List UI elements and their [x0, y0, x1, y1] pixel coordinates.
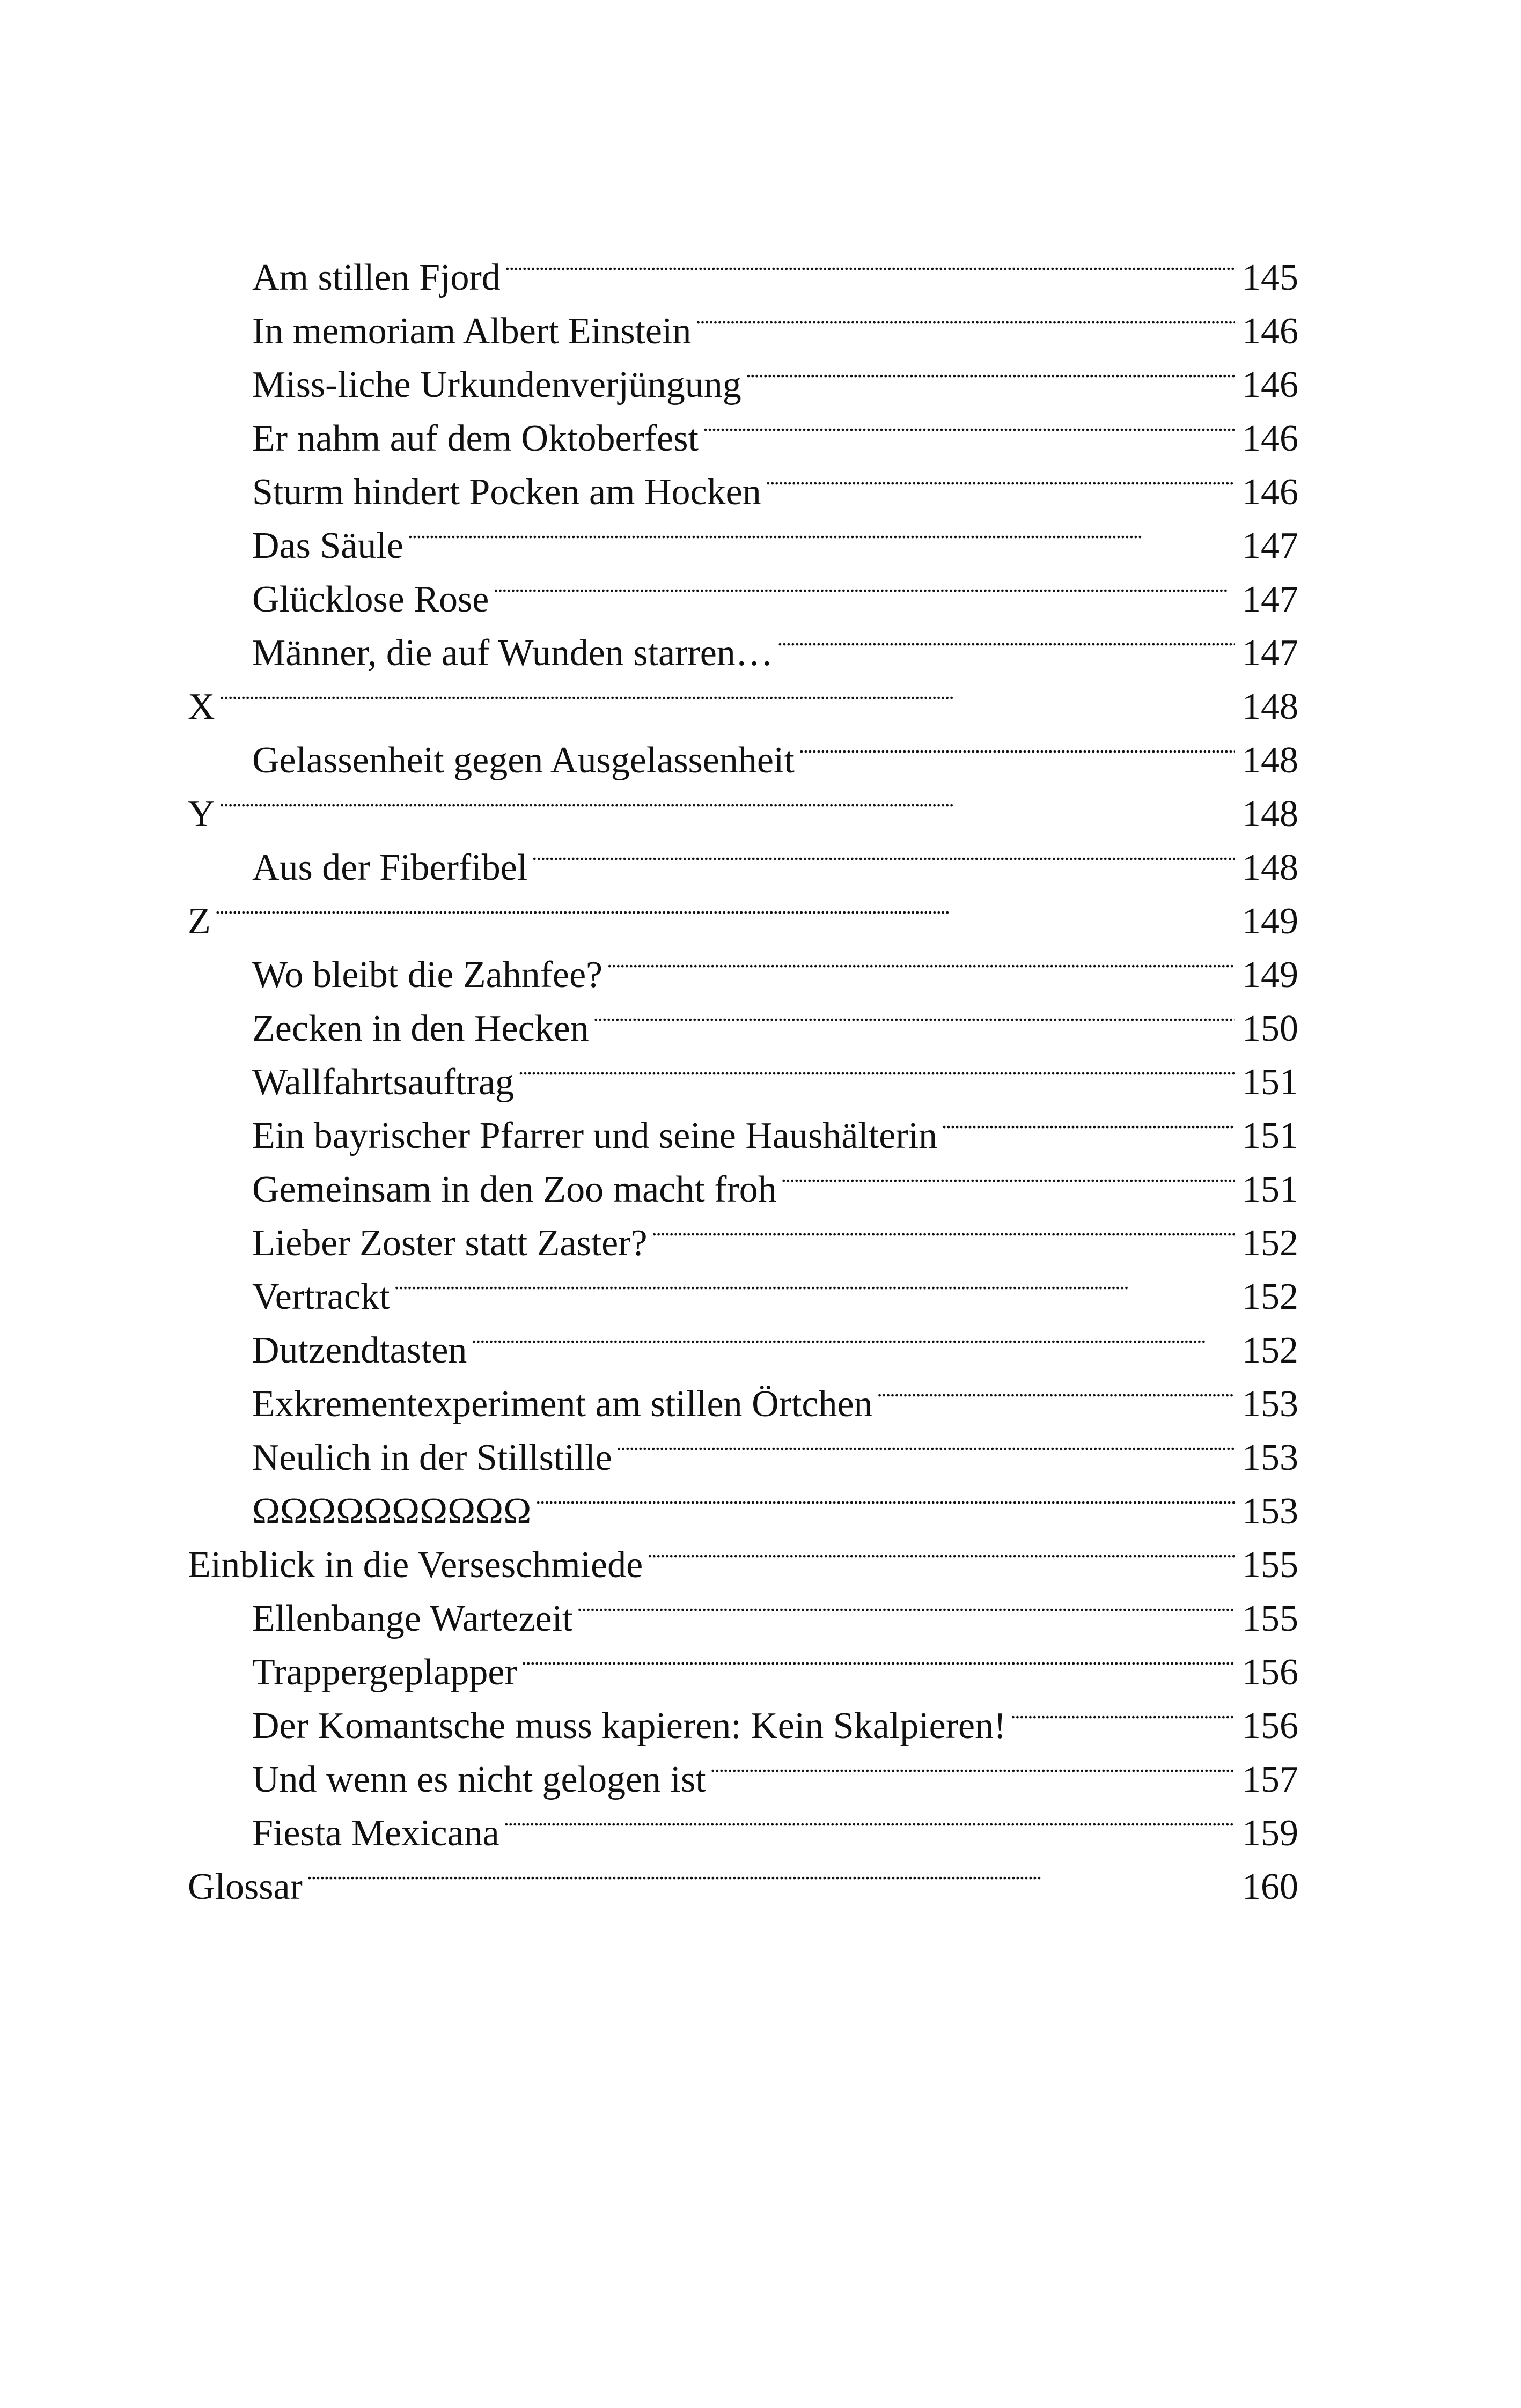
- toc-entry-page-number: 152: [1242, 1223, 1298, 1264]
- toc-section-entry: [188, 665, 1298, 727]
- dot-leader: [799, 719, 1235, 772]
- dot-leader: [616, 1416, 1235, 1470]
- toc-entry-page-number: 151: [1242, 1169, 1298, 1210]
- dot-leader: [695, 290, 1235, 343]
- toc-entry-page-number: 155: [1242, 1598, 1298, 1639]
- toc-entry-title: X: [188, 686, 215, 727]
- toc-entry-page-number: 146: [1242, 418, 1298, 459]
- toc-entry: [188, 719, 1298, 781]
- dot-leader: [652, 1202, 1235, 1255]
- toc-entry-page-number: 150: [1242, 1008, 1298, 1049]
- toc-entry-title: Exkrementexperiment am stillen Örtchen: [252, 1383, 873, 1425]
- dot-leader: [504, 1792, 1235, 1845]
- toc-entry-title: Ein bayrischer Pfarrer und seine Haushälterin: [252, 1115, 938, 1157]
- toc-entry-page-number: 151: [1242, 1062, 1298, 1103]
- toc-entry-title: Und wenn es nicht gelogen ist: [252, 1759, 706, 1800]
- dot-leader: [710, 1738, 1235, 1792]
- dot-leader: [394, 1255, 1235, 1309]
- dot-leader: [535, 1470, 1235, 1523]
- toc-entry-title: Das Säule: [252, 525, 403, 566]
- dot-leader: [521, 1631, 1235, 1684]
- toc-entry-page-number: 153: [1242, 1491, 1298, 1532]
- toc-entry-title: ΩΩΩΩΩΩΩΩΩΩ: [252, 1491, 532, 1532]
- toc-entry-title: Dutzendtasten: [252, 1330, 467, 1371]
- toc-entry-title: Männer, die auf Wunden starren…: [252, 632, 773, 674]
- dot-leader: [777, 612, 1235, 665]
- dot-leader: [607, 933, 1235, 987]
- toc-entry-title: Er nahm auf dem Oktoberfest: [252, 418, 699, 459]
- toc-entry-page-number: 148: [1242, 740, 1298, 781]
- toc-entry-page-number: 156: [1242, 1705, 1298, 1747]
- dot-leader: [471, 1309, 1235, 1363]
- toc-entry-title: Sturm hindert Pocken am Hocken: [252, 472, 761, 513]
- dot-leader: [493, 558, 1235, 612]
- toc-entry-title: Einblick in die Verseschmiede: [188, 1544, 643, 1586]
- dot-leader: [408, 504, 1235, 558]
- toc-entry-page-number: 147: [1242, 579, 1298, 620]
- toc-entry-page-number: 146: [1242, 472, 1298, 513]
- toc-entry-title: Vertrackt: [252, 1276, 390, 1317]
- toc-entry-title: Am stillen Fjord: [252, 257, 501, 298]
- toc-entry-page-number: 148: [1242, 847, 1298, 888]
- dot-leader: [647, 1523, 1235, 1577]
- dot-leader: [505, 236, 1235, 290]
- toc-entry-page-number: 152: [1242, 1276, 1298, 1317]
- dot-leader: [942, 1094, 1235, 1148]
- toc-entry-title: Glossar: [188, 1866, 303, 1908]
- dot-leader: [215, 880, 1235, 933]
- toc-entry-page-number: 146: [1242, 311, 1298, 352]
- dot-leader: [307, 1845, 1235, 1899]
- toc-entry-title: Zecken in den Hecken: [252, 1008, 589, 1049]
- toc-entry-title: Wallfahrtsauftrag: [252, 1062, 515, 1103]
- toc-entry-page-number: 159: [1242, 1813, 1298, 1854]
- toc-section-entry: [188, 1845, 1298, 1908]
- toc-entry-title: In memoriam Albert Einstein: [252, 311, 692, 352]
- dot-leader: [766, 451, 1235, 504]
- toc-entry-page-number: 156: [1242, 1652, 1298, 1693]
- dot-leader: [746, 343, 1235, 397]
- toc-entry-title: Miss-liche Urkundenverjüngung: [252, 364, 741, 406]
- toc-entry-title: Z: [188, 901, 211, 942]
- toc-entry-page-number: 146: [1242, 364, 1298, 406]
- dot-leader: [219, 772, 1235, 826]
- toc-entry-title: Glücklose Rose: [252, 579, 489, 620]
- dot-leader: [577, 1577, 1235, 1631]
- toc-entry-title: Gemeinsam in den Zoo macht froh: [252, 1169, 777, 1210]
- toc-entry-page-number: 148: [1242, 793, 1298, 835]
- toc-entry: [188, 933, 1298, 996]
- toc-entry-page-number: 148: [1242, 686, 1298, 727]
- dot-leader: [877, 1363, 1235, 1416]
- dot-leader: [219, 665, 1235, 719]
- dot-leader: [532, 826, 1235, 880]
- toc-entry-title: Neulich in der Stillstille: [252, 1437, 612, 1478]
- table-of-contents: [188, 236, 1298, 1908]
- dot-leader: [1010, 1684, 1235, 1738]
- toc-entry-page-number: 157: [1242, 1759, 1298, 1800]
- toc-entry-page-number: 149: [1242, 954, 1298, 996]
- toc-entry-page-number: 155: [1242, 1544, 1298, 1586]
- toc-entry-title: Fiesta Mexicana: [252, 1813, 499, 1854]
- toc-entry-title: Wo bleibt die Zahnfee?: [252, 954, 603, 996]
- toc-entry-title: Der Komantsche muss kapieren: Kein Skalpieren!: [252, 1705, 1006, 1747]
- toc-entry-page-number: 153: [1242, 1437, 1298, 1478]
- toc-entry-page-number: 145: [1242, 257, 1298, 298]
- toc-entry-page-number: 152: [1242, 1330, 1298, 1371]
- toc-entry-title: Trappergeplapper: [252, 1652, 517, 1693]
- toc-entry-page-number: 149: [1242, 901, 1298, 942]
- toc-entry-page-number: 153: [1242, 1383, 1298, 1425]
- toc-entry: [188, 236, 1298, 298]
- dot-leader: [518, 1041, 1235, 1094]
- toc-entry-title: Lieber Zoster statt Zaster?: [252, 1223, 648, 1264]
- toc-entry-page-number: 147: [1242, 632, 1298, 674]
- toc-section-entry: [188, 880, 1298, 942]
- dot-leader: [593, 987, 1235, 1041]
- toc-section-entry: [188, 772, 1298, 835]
- dot-leader: [703, 397, 1235, 451]
- toc-entry-page-number: 160: [1242, 1866, 1298, 1908]
- toc-entry-page-number: 147: [1242, 525, 1298, 566]
- dot-leader: [781, 1148, 1235, 1202]
- toc-entry-title: Aus der Fiberfibel: [252, 847, 528, 888]
- toc-entry-title: Ellenbange Wartezeit: [252, 1598, 573, 1639]
- toc-entry-title: Y: [188, 793, 215, 835]
- toc-entry: [188, 826, 1298, 888]
- toc-entry-page-number: 151: [1242, 1115, 1298, 1157]
- toc-entry-title: Gelassenheit gegen Ausgelassenheit: [252, 740, 795, 781]
